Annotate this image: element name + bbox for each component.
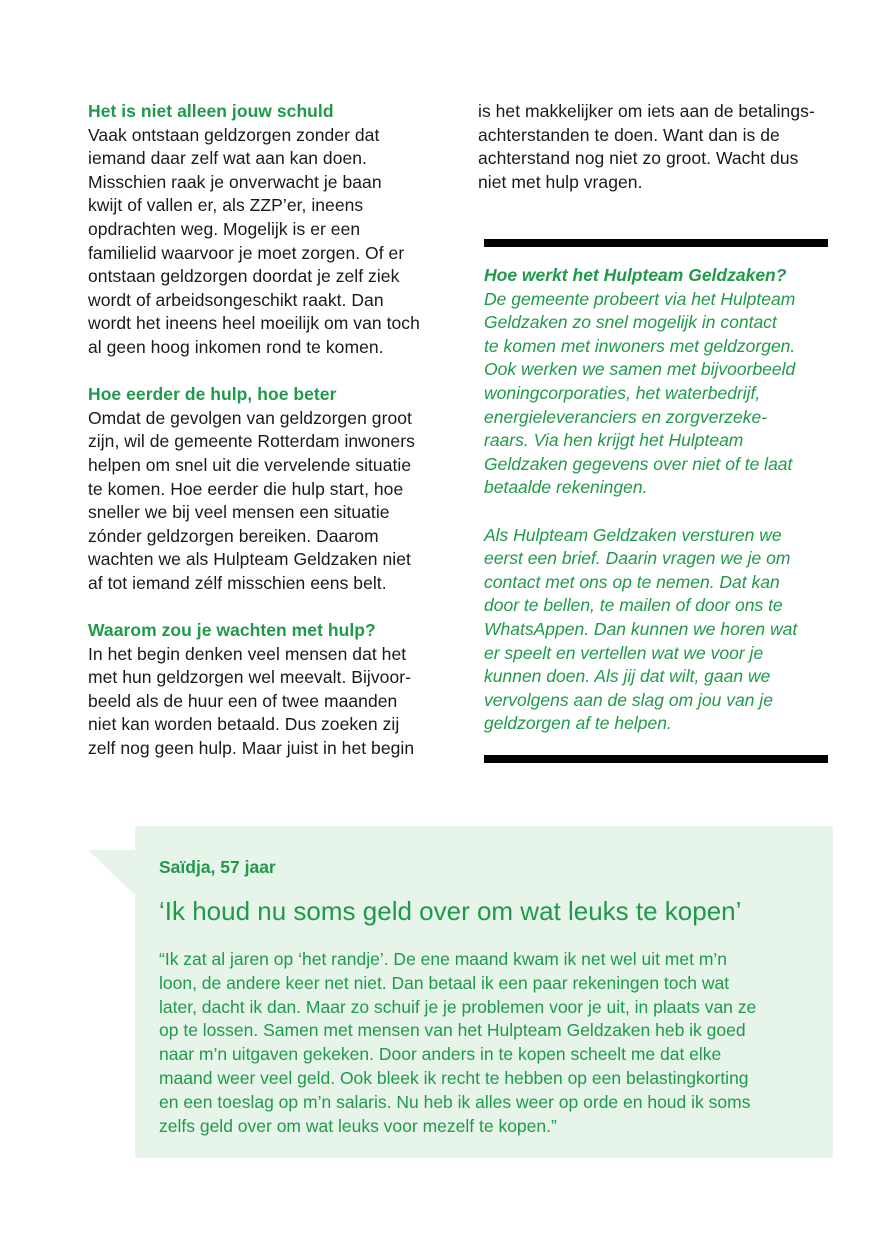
speech-bubble-notch bbox=[86, 850, 138, 898]
section-body: Vaak ontstaan geldzorgen zonder dat iemand daar zelf wat aan kan doen. Misschien raak je onverwacht je baan kwijt of vallen er, als ZZP’er, ineens opdrachten weg. Mogelijk is er een familielid waarvoor je moet zorgen. Of er ontstaan geldzorgen doordat je zelf ziek wordt of arbeidsongeschikt raakt. Dan wordt het ineens heel moeilijk om van toch al geen hoog inkomen rond te komen. bbox=[88, 124, 420, 357]
testimonial-body: “Ik zat al jaren op ‘het randje’. De ene maand kwam ik net wel uit met m’n loon, de andere keer net niet. Dan betaal ik een paar rekeningen toch wat later, dacht ik dan. Maar zo schuif je je problemen voor je uit, in plaats van ze op te lossen. Samen met mensen van het Hulpteam Geldzaken heb ik goed naar m’n uitgaven gekeken. Door anders in te kopen scheelt me dat elke maand weer veel geld. Ook bleek ik recht te hebben op een belastingkorting en een toeslag op m’n salaris. Nu heb ik alles weer op orde en houd ik soms zelfs geld over om wat leuks voor mezelf te kopen.” bbox=[159, 949, 757, 1136]
info-box bbox=[484, 264, 834, 736]
left-column bbox=[88, 100, 448, 784]
section-not-your-fault bbox=[88, 100, 448, 360]
info-box-top-rule bbox=[484, 239, 828, 247]
testimonial-name: Saïdja, 57 jaar bbox=[159, 857, 276, 877]
section-body: In het begin denken veel mensen dat het met hun geldzorgen wel meevalt. Bijvoor- beeld als de huur een of twee maanden niet kan worden betaald. Dus zoeken zij zelf nog geen hulp. Maar juist in het begin bbox=[88, 643, 415, 759]
info-box-bottom-rule bbox=[484, 755, 828, 763]
right-column bbox=[478, 100, 838, 194]
info-box-title: Hoe werkt het Hulpteam Geldzaken? bbox=[484, 265, 787, 285]
section-earlier-help bbox=[88, 383, 448, 595]
section-why-wait bbox=[88, 619, 448, 761]
section-heading: Hoe eerder de hulp, hoe beter bbox=[88, 384, 337, 405]
info-box-paragraph: Als Hulpteam Geldzaken versturen we eerst een brief. Daarin vragen we je om contact met ons op te nemen. Dat kan door te bellen, te mailen of door ons te WhatsAppen. Dan kunnen we horen wat er speelt en vertellen wat we voor je kunnen doen. Als jij dat wilt, gaan we vervolgens aan de slag om jou van je geldzorgen af te helpen. bbox=[484, 524, 798, 734]
info-box-paragraph: De gemeente probeert via het Hulpteam Geldzaken zo snel mogelijk in contact te komen met inwoners met geldzorgen. Ook werken we samen met bijvoorbeeld woningcorporaties, het waterbedrijf, energieleveranciers en zorgverzeke- raars. Via hen krijgt het Hulpteam Geldzaken gegevens over niet of te laat betaalde rekeningen. bbox=[484, 288, 796, 498]
testimonial-headline: ‘Ik houd nu soms geld over om wat leuks te kopen’ bbox=[159, 896, 742, 926]
section-heading: Het is niet alleen jouw schuld bbox=[88, 101, 334, 121]
section-heading: Waarom zou je wachten met hulp? bbox=[88, 620, 376, 641]
section-body-continuation: is het makkelijker om iets aan de betalings- achterstanden te doen. Want dan is de achterstand nog niet zo groot. Wacht dus niet met hulp vragen. bbox=[478, 101, 815, 192]
section-body: Omdat de gevolgen van geldzorgen groot zijn, wil de gemeente Rotterdam inwoners helpen om snel uit die vervelende situatie te komen. Hoe eerder die hulp start, hoe sneller we bij veel mensen een situatie zónder geldzorgen bereiken. Daarom wachten we als Hulpteam Geldzaken niet af tot iemand zélf misschien eens belt. bbox=[88, 407, 415, 593]
spacer bbox=[484, 500, 834, 524]
